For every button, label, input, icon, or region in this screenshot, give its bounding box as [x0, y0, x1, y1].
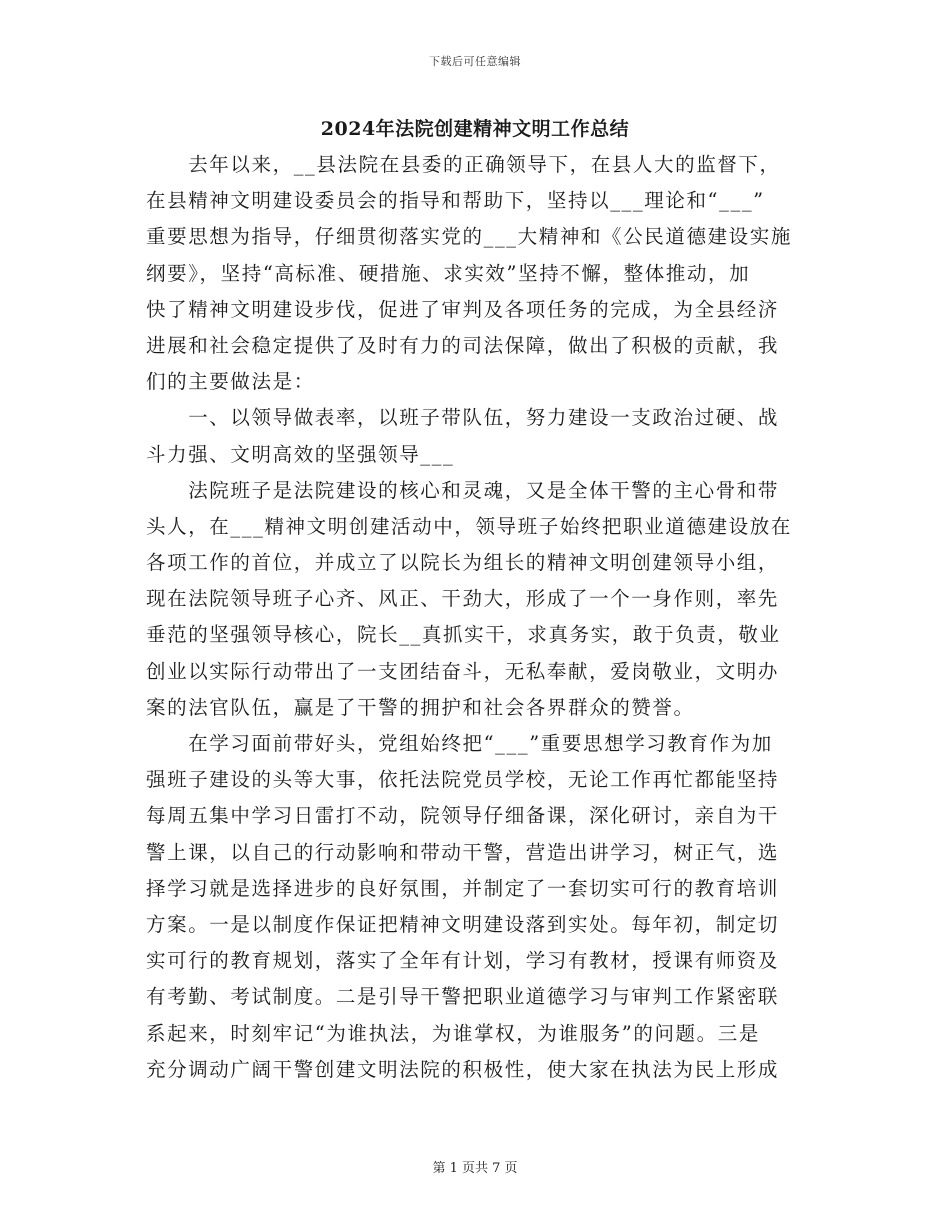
body-line: 每周五集中学习日雷打不动，院领导仔细备课，深化研讨，亲自为干	[146, 804, 780, 828]
body-line: 斗力强、文明高效的坚强领导___	[146, 442, 455, 466]
body-line: 在学习面前带好头，党组始终把“___”重要思想学习教育作为加	[146, 732, 773, 755]
body-line: 去年以来，__县法院在县委的正确领导下，在县人大的监督下，	[146, 153, 781, 176]
body-line: 方案。一是以制度作保证把精神文明建设落到实处。每年初，制定切	[146, 912, 780, 936]
body-line: 快了精神文明建设步伐，促进了审判及各项任务的完成，为全县经济	[146, 297, 780, 321]
document-body	[146, 147, 806, 1088]
body-line: 垂范的坚强领导核心，院长__真抓实干，求真务实，敢于负责，敬业	[146, 623, 781, 647]
body-line: 现在法院领导班子心齐、风正、干劲大，形成了一个一身作则，率先	[146, 587, 780, 611]
body-line: 系起来，时刻牢记“为谁执法，为谁掌权，为谁服务”的问题。三是	[146, 1021, 760, 1045]
body-line: 法院班子是法院建设的核心和灵魂，又是全体干警的主心骨和带	[146, 478, 780, 502]
body-line: 有考勤、考试制度。二是引导干警把职业道德学习与审判工作紧密联	[146, 985, 780, 1009]
body-line: 择学习就是选择进步的良好氛围，并制定了一套切实可行的教育培训	[146, 876, 780, 900]
body-line: 一、以领导做表率，以班子带队伍，努力建设一支政治过硬、战	[146, 406, 780, 430]
body-line: 案的法官队伍，赢是了干警的拥护和社会各界群众的赞誉。	[146, 695, 695, 719]
body-line: 纲要》，坚持“高标准、硬措施、求实效”坚持不懈，整体推动，加	[146, 261, 751, 285]
body-line: 强班子建设的头等大事，依托法院党员学校，无论工作再忙都能坚持	[146, 768, 780, 792]
body-line: 头人，在___精神文明创建活动中，领导班子始终把职业道德建设放在	[146, 514, 792, 538]
body-line: 创业以实际行动带出了一支团结奋斗，无私奉献，爱岗敬业，文明办	[146, 659, 780, 683]
header-note: 下载后可任意编辑	[429, 55, 521, 68]
page-footer: 第 1 页共 7 页	[432, 1161, 518, 1176]
body-line: 各项工作的首位，并成立了以院长为组长的精神文明创建领导小组，	[146, 551, 780, 575]
body-line: 们的主要做法是：	[146, 370, 315, 394]
body-line: 实可行的教育规划，落实了全年有计划，学习有教材，授课有师资及	[146, 949, 780, 973]
body-line: 充分调动广阔干警创建文明法院的积极性，使大家在执法为民上形成	[146, 1057, 780, 1081]
body-line: 在县精神文明建设委员会的指导和帮助下，坚持以___理论和“___”	[146, 189, 765, 213]
document-title: 2024年法院创建精神文明工作总结	[320, 118, 630, 140]
body-line: 进展和社会稳定提供了及时有力的司法保障，做出了积极的贡献，我	[146, 333, 780, 357]
body-line: 警上课，以自己的行动影响和带动干警，营造出讲学习，树正气，选	[146, 840, 780, 864]
body-line: 重要思想为指导，仔细贯彻落实党的___大精神和《公民道德建设实施	[146, 225, 792, 249]
